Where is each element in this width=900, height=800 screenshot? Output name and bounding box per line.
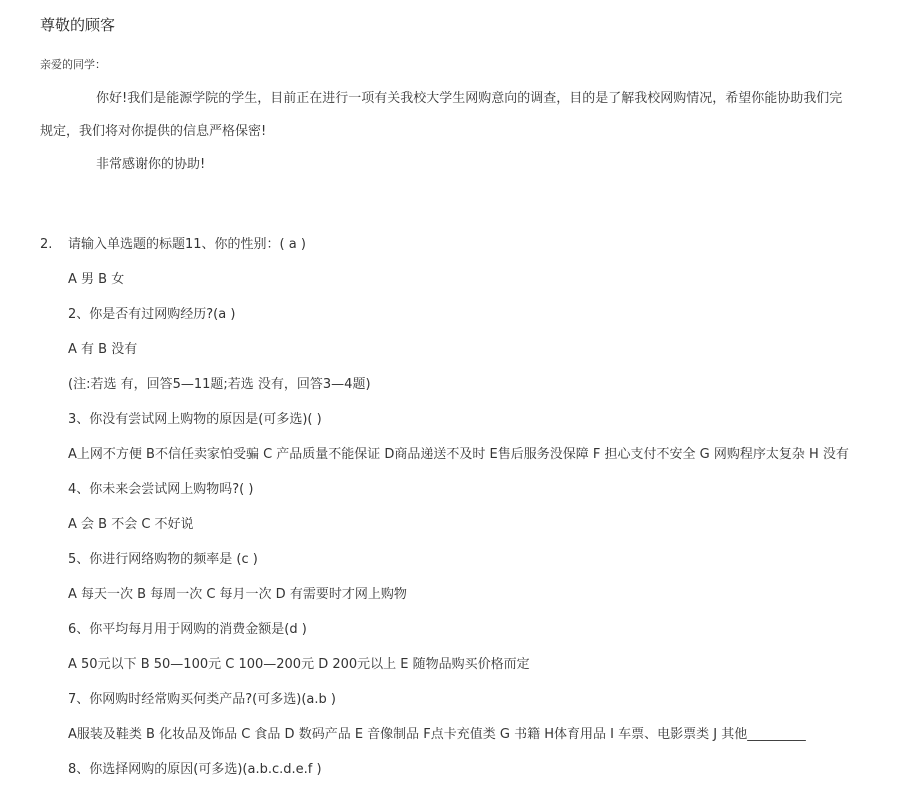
document-title: 尊敬的顾客 xyxy=(40,16,116,34)
answer-options: A 有 B 没有 xyxy=(68,342,138,357)
question-line: 6、你平均每月用于网购的消费金额是(d ) xyxy=(68,622,307,637)
answer-options: A服装及鞋类 B 化妆品及饰品 C 食品 D 数码产品 E 音像制品 F点卡充值类 G 书籍 H体育用品 I 车票、电影票类 J 其他_________ xyxy=(68,727,806,742)
answer-options: A 男 B 女 xyxy=(68,272,125,287)
answer-options: A 会 B 不会 C 不好说 xyxy=(68,517,194,532)
greeting: 亲爱的同学： xyxy=(40,58,106,71)
question-line: 5、你进行网络购物的频率是 (c ) xyxy=(68,552,258,567)
question-line: 3、你没有尝试网上购物的原因是(可多选)( ) xyxy=(68,412,322,427)
answer-options: A 每天一次 B 每周一次 C 每月一次 D 有需要时才网上购物 xyxy=(68,587,407,602)
answer-options: A上网不方便 B不信任卖家怕受骗 C 产品质量不能保证 D商品递送不及时 E售后服务没保障 F 担心支付不安全 G 网购程序太复杂 H 没有 xyxy=(68,447,849,462)
question-line: 8、你选择网购的原因(可多选)(a.b.c.d.e.f ) xyxy=(68,762,322,777)
question-line: 4、你未来会尝试网上购物吗?( ) xyxy=(68,482,254,497)
intro-paragraph-line-2: 规定，我们将对你提供的信息严格保密! xyxy=(40,124,267,139)
list-number: 2. xyxy=(40,237,53,252)
survey-questions xyxy=(68,236,900,796)
question-line: 7、你网购时经常购买何类产品?(可多选)(a.b ) xyxy=(68,692,336,707)
answer-options: A 50元以下 B 50—100元 C 100—200元 D 200元以上 E 随物品购买价格而定 xyxy=(68,657,530,672)
thanks-paragraph: 非常感谢你的协助! xyxy=(96,157,206,172)
survey-note: (注:若选 有，回答5—11题;若选 没有，回答3—4题) xyxy=(68,377,371,392)
intro-paragraph-line-1: 你好!我们是能源学院的学生，目前正在进行一项有关我校大学生网购意向的调查，目的是了解我校网购情况，希望你能协助我们完 xyxy=(96,91,843,106)
question-line: 2、你是否有过网购经历?(a ) xyxy=(68,307,236,322)
question-line: 请输入单选题的标题11、你的性别：( a ) xyxy=(68,237,306,252)
